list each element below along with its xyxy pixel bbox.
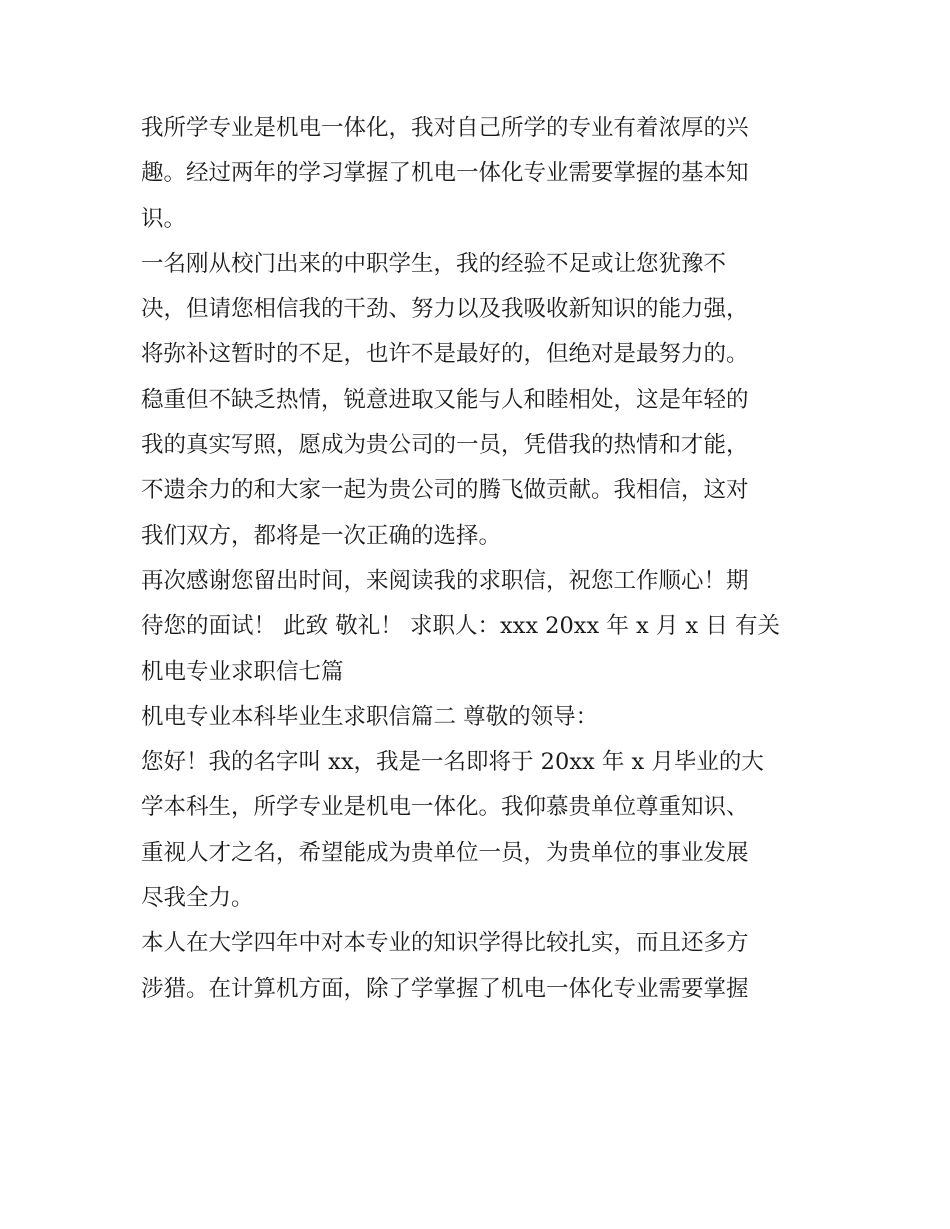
text-line: 不遗余力的和大家一起为贵公司的腾飞做贡献。我相信，这对 bbox=[141, 477, 749, 504]
document-body bbox=[141, 106, 813, 1012]
text-line: 待您的面试！ 此致 敬礼！ 求职人：xxx 20xx 年 x 月 x 日 有关 bbox=[141, 613, 780, 640]
text-line: 您好！我的名字叫 xx，我是一名即将于 20xx 年 x 月毕业的大 bbox=[141, 749, 764, 776]
text-line: 识。 bbox=[141, 205, 187, 232]
text-line: 我的真实写照，愿成为贵公司的一员，凭借我的热情和才能， bbox=[141, 432, 749, 459]
text-line: 一名刚从校门出来的中职学生，我的经验不足或让您犹豫不 bbox=[141, 250, 727, 277]
text-line: 机电专业求职信七篇 bbox=[141, 658, 344, 685]
text-line: 将弥补这暂时的不足，也许不是最好的，但绝对是最努力的。 bbox=[141, 341, 749, 368]
text-line: 再次感谢您留出时间，来阅读我的求职信，祝您工作顺心！期 bbox=[141, 567, 749, 594]
text-line: 本人在大学四年中对本专业的知识学得比较扎实，而且还多方 bbox=[141, 930, 749, 957]
text-line: 尽我全力。 bbox=[141, 885, 254, 912]
text-line: 我们双方，都将是一次正确的选择。 bbox=[141, 522, 502, 549]
text-line: 我所学专业是机电一体化，我对自己所学的专业有着浓厚的兴 bbox=[141, 115, 749, 141]
text-line: 趣。经过两年的学习掌握了机电一体化专业需要掌握的基本知 bbox=[141, 160, 749, 187]
text-line: 学本科生，所学专业是机电一体化。我仰慕贵单位尊重知识、 bbox=[141, 794, 749, 821]
text-line: 重视人才之名，希望能成为贵单位一员，为贵单位的事业发展 bbox=[141, 839, 749, 866]
text-line: 涉猎。在计算机方面，除了学掌握了机电一体化专业需要掌握 bbox=[141, 975, 749, 1002]
text-line: 决，但请您相信我的干劲、努力以及我吸收新知识的能力强， bbox=[141, 296, 749, 323]
text-line: 稳重但不缺乏热情，锐意进取又能与人和睦相处，这是年轻的 bbox=[141, 386, 749, 413]
text-line: 机电专业本科毕业生求职信篇二 尊敬的领导： bbox=[141, 703, 599, 730]
